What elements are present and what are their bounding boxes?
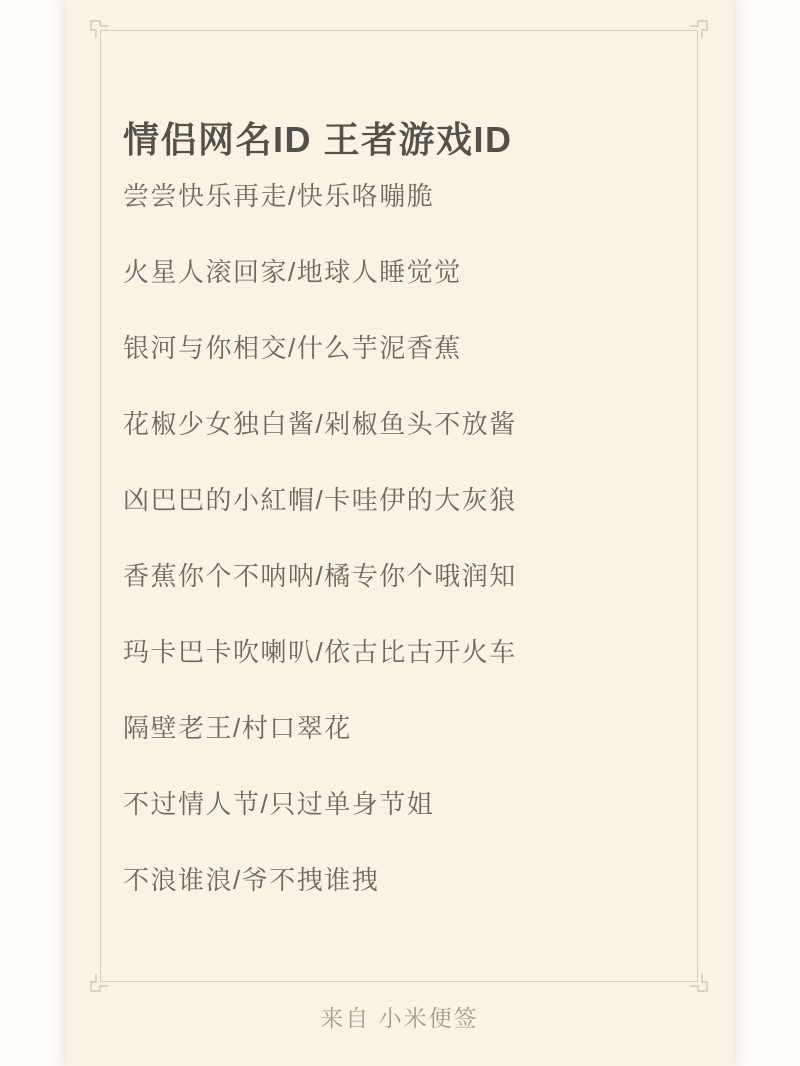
note-line: 香蕉你个不呐呐/橘专你个哦润知: [123, 561, 517, 591]
note-title: 情侣网名ID 王者游戏ID: [123, 119, 513, 161]
corner-ornament-icon: [689, 17, 711, 39]
note-line: 玛卡巴卡吹喇叭/依古比古开火车: [123, 637, 517, 667]
corner-ornament-icon: [689, 973, 711, 995]
note-line: 银河与你相交/什么芋泥香蕉: [123, 333, 462, 363]
note-line: 隔壁老王/村口翠花: [123, 713, 352, 743]
note-line: 火星人滚回家/地球人睡觉觉: [123, 257, 462, 287]
note-line: 花椒少女独白酱/剁椒鱼头不放酱: [123, 409, 517, 439]
note-line: 凶巴巴的小紅帽/卡哇伊的大灰狼: [123, 485, 517, 515]
note-card: [66, 0, 733, 1066]
note-line: 不过情人节/只过单身节姐: [123, 789, 435, 819]
note-line: 不浪谁浪/爷不拽谁拽: [123, 865, 380, 895]
note-body: [123, 183, 683, 943]
source-attribution-label: 来自 小米便签: [320, 1005, 479, 1031]
note-line: 尝尝快乐再走/快乐咯嘣脆: [123, 181, 435, 211]
corner-ornament-icon: [87, 17, 109, 39]
corner-ornament-icon: [87, 973, 109, 995]
